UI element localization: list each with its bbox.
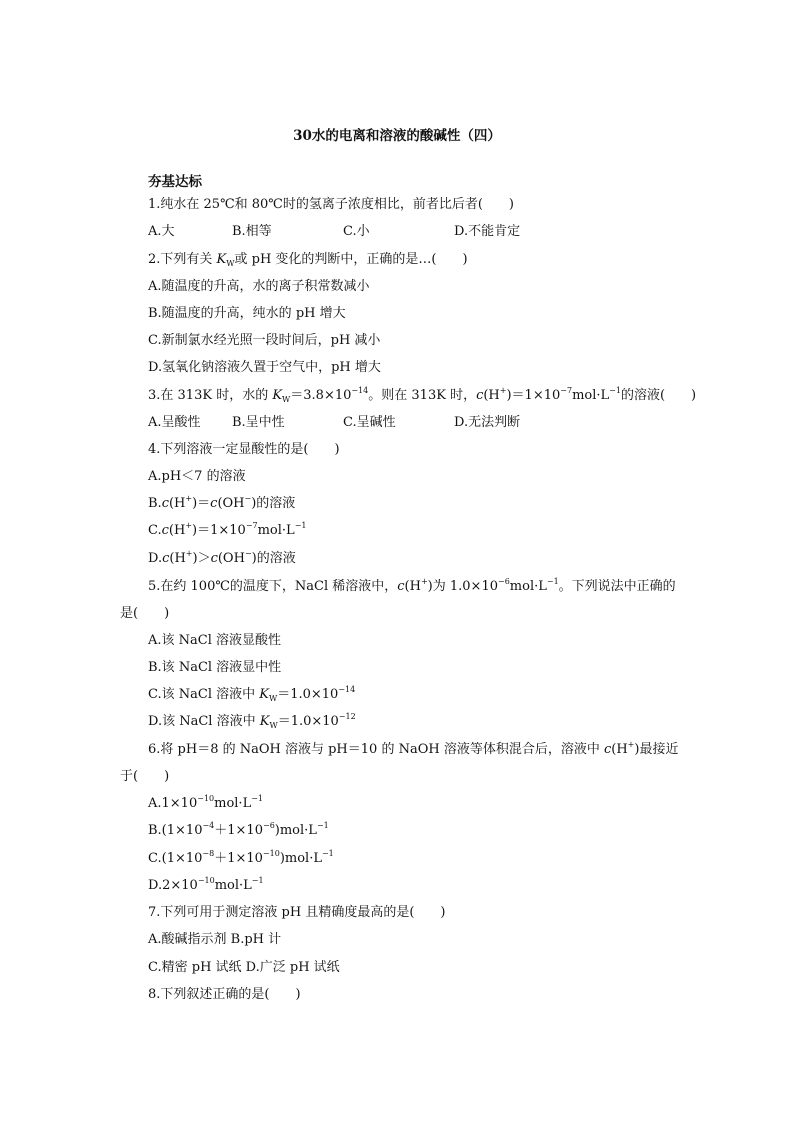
question-5-stem-continued: 是( ) <box>120 606 170 621</box>
question-5-option-b: B.该 NaCl 溶液显中性 <box>148 660 282 675</box>
question-6-stem-continued: 于( ) <box>120 769 170 784</box>
question-5-option-c: C.该 NaCl 溶液中 $K_W=1.0\times 10^{-14}$ <box>148 685 356 703</box>
question-4-option-a: A.pH＜7 的溶液 <box>148 469 246 484</box>
question-2-option-c: C.新制氯水经光照一段时间后，pH 减小 <box>148 333 381 348</box>
question-6-option-a: $A.1\times 10^{-10}mol\cdot L^{-1}$ <box>148 794 263 811</box>
question-4-option-c: $C.c(H^+)=1\times 10^{-7}mol\cdot L^{-1}$ <box>148 521 307 538</box>
question-2-option-a: A.随温度的升高，水的离子积常数减小 <box>148 279 370 294</box>
question-3-option-b: B.呈中性 <box>232 415 285 430</box>
section-heading: 夯基达标 <box>148 174 202 190</box>
question-1-option-b: B.相等 <box>232 224 272 239</box>
question-7-stem: 7.下列可用于测定溶液 pH 且精确度最高的是( ) <box>148 905 446 920</box>
question-2-stem: 2.下列有关 $K_W$或 pH 变化的判断中，正确的是…( ) <box>148 252 468 268</box>
question-5-option-a: A.该 NaCl 溶液显酸性 <box>148 633 282 648</box>
question-3-option-c: C.呈碱性 <box>343 415 396 430</box>
question-3-stem: 3.在 313K 时，水的 $K_W=3.8\times 10^{-14}$。则在 313K 时，$c(H^+)=1\times 10^{-7}mol\cdot L^{-1}$的溶液( ) <box>148 386 697 404</box>
question-6-option-c: $C.(1\times 10^{-8}+1\times 10^{-10})mol\cdot L^{-1}$ <box>148 849 334 866</box>
question-4-option-b: B.c(H+)＝c(OH−)的溶液 <box>148 494 296 511</box>
question-1-option-a: A.大 <box>148 224 175 239</box>
question-3-option-d: D.无法判断 <box>454 415 521 430</box>
question-6-option-b: $B.(1\times 10^{-4}+1\times 10^{-6})mol\cdot L^{-1}$ <box>148 821 329 838</box>
question-4-stem: 4.下列溶液一定显酸性的是( ) <box>148 442 340 457</box>
question-5-option-d: D.该 NaCl 溶液中 $K_W=1.0\times 10^{-12}$ <box>148 712 356 730</box>
question-4-option-d: D.c(H+)＞c(OH−)的溶液 <box>148 549 296 566</box>
question-2-option-b: B.随温度的升高，纯水的 pH 增大 <box>148 306 346 321</box>
question-6-option-d: $D.2\times 10^{-10}mol\cdot L^{-1}$ <box>148 876 264 893</box>
question-2-option-d: D.氢氧化钠溶液久置于空气中，pH 增大 <box>148 360 381 375</box>
question-6-stem: 6.将 pH＝8 的 NaOH 溶液与 pH＝10 的 NaOH 溶液等体积混合后，溶液中 c(H+)最接近 <box>148 740 679 757</box>
question-3-option-a: A.呈酸性 <box>148 415 201 430</box>
page-title: 30水的电离和溶液的酸碱性（四） <box>293 128 501 144</box>
question-1-stem: 1.纯水在 25℃和 80℃时的氢离子浓度相比，前者比后者( ) <box>148 197 514 212</box>
question-5-stem: 5.在约 100℃的温度下，NaCl 稀溶液中，c(H+)为 $1.0\times 10^{-6}mol\cdot L^{-1}$。下列说法中正确的 <box>148 577 676 594</box>
question-1-option-c: C.小 <box>343 224 370 239</box>
question-7-options-cd: C.精密 pH 试纸 D.广泛 pH 试纸 <box>148 960 340 975</box>
question-7-options-ab: A.酸碱指示剂 B.pH 计 <box>148 932 282 947</box>
question-1-option-d: D.不能肯定 <box>454 224 521 239</box>
question-8-stem: 8.下列叙述正确的是( ) <box>148 987 301 1002</box>
